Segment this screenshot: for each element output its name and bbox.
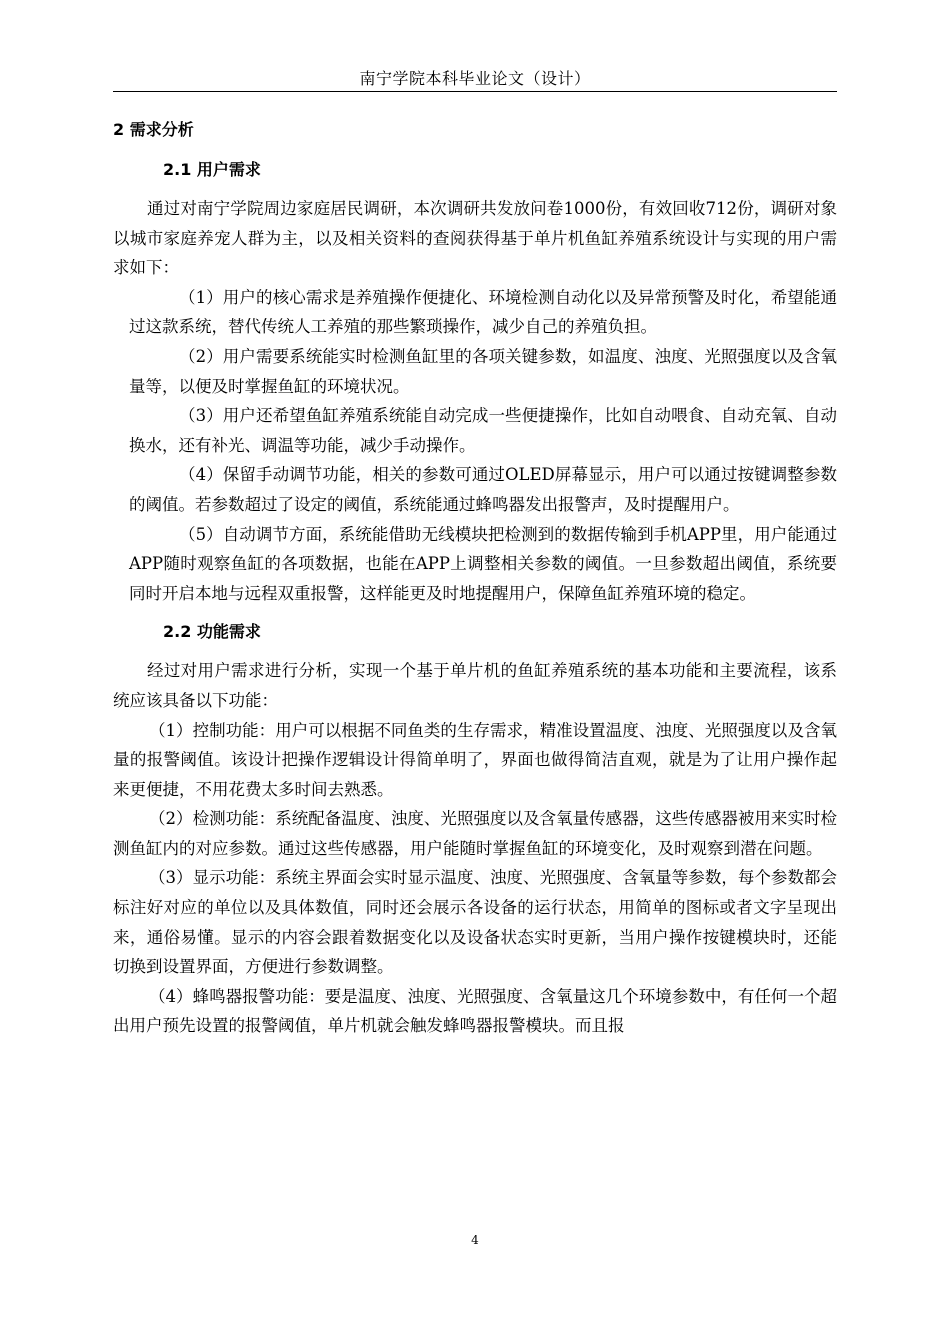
functional-requirement-item: （4）蜂鸣器报警功能：要是温度、浊度、光照强度、含氧量这几个环境参数中，有任何一个超出用户预先设置的报警阈值，单片机就会触发蜂鸣器报警模块。而且报 <box>113 986 837 1036</box>
section-heading: 2 需求分析 <box>113 120 194 139</box>
functional-requirement-item: （1）控制功能：用户可以根据不同鱼类的生存需求，精准设置温度、浊度、光照强度以及含氧量的报警阈值。该设计把操作逻辑设计得简单明了，界面也做得简洁直观，就是为了让用户操作起来更便捷，不用花费太多时间去熟悉。 <box>113 720 837 799</box>
functional-requirement-item: （3）显示功能：系统主界面会实时显示温度、浊度、光照强度、含氧量等参数，每个参数都会标注好对应的单位以及具体数值，同时还会展示各设备的运行状态，用简单的图标或者文字呈现出来，通俗易懂。显示的内容会跟着数据变化以及设备状态实时更新，当用户操作按键模块时，还能切换到设置界面，方便进行参数调整。 <box>113 868 837 977</box>
header-rule <box>113 91 837 92</box>
spacer <box>113 608 837 618</box>
user-requirement-item: （4）保留手动调节功能，相关的参数可通过OLED屏幕显示，用户可以通过按键调整参数的阈值。若参数超过了设定的阈值，系统能通过蜂鸣器发出报警声，及时提醒用户。 <box>129 465 837 514</box>
subsection-heading-functional-requirements: 2.2 功能需求 <box>163 622 261 642</box>
page-body <box>113 116 837 1041</box>
subsection-heading-user-requirements: 2.1 用户需求 <box>163 160 261 179</box>
user-requirement-item: （5）自动调节方面，系统能借助无线模块把检测到的数据传输到手机APP里，用户能通过APP随时观察鱼缸的各项数据，也能在APP上调整相关参数的阈值。一旦参数超出阈值，系统要同时开启本地与远程双重报警，这样能更及时地提醒用户，保障鱼缸养殖环境的稳定。 <box>129 524 837 603</box>
functional-requirement-item: （2）检测功能：系统配备温度、浊度、光照强度以及含氧量传感器，这些传感器被用来实时检测鱼缸内的对应参数。通过这些传感器，用户能随时掌握鱼缸的环境变化，及时观察到潜在问题。 <box>113 809 837 858</box>
running-header: 南宁学院本科毕业论文（设计） <box>359 69 591 88</box>
functional-requirements-intro: 经过对用户需求进行分析，实现一个基于单片机的鱼缸养殖系统的基本功能和主要流程，该系统应该具备以下功能： <box>113 661 837 710</box>
user-requirement-item: （3）用户还希望鱼缸养殖系统能自动完成一些便捷操作，比如自动喂食、自动充氧、自动换水，还有补光、调温等功能，减少手动操作。 <box>129 406 837 455</box>
page-number: 4 <box>471 1233 479 1247</box>
user-requirement-item: （2）用户需要系统能实时检测鱼缸里的各项关键参数，如温度、浊度、光照强度以及含氧量等，以便及时掌握鱼缸的环境状况。 <box>129 346 837 396</box>
user-requirements-intro: 通过对南宁学院周边家庭居民调研，本次调研共发放问卷1000份，有效回收712份，调研对象以城市家庭养宠人群为主，以及相关资料的查阅获得基于单片机鱼缸养殖系统设计与实现的用户需求如下： <box>113 199 837 278</box>
user-requirement-item: （1）用户的核心需求是养殖操作便捷化、环境检测自动化以及异常预警及时化，希望能通过这款系统，替代传统人工养殖的那些繁琐操作，减少自己的养殖负担。 <box>129 287 837 337</box>
